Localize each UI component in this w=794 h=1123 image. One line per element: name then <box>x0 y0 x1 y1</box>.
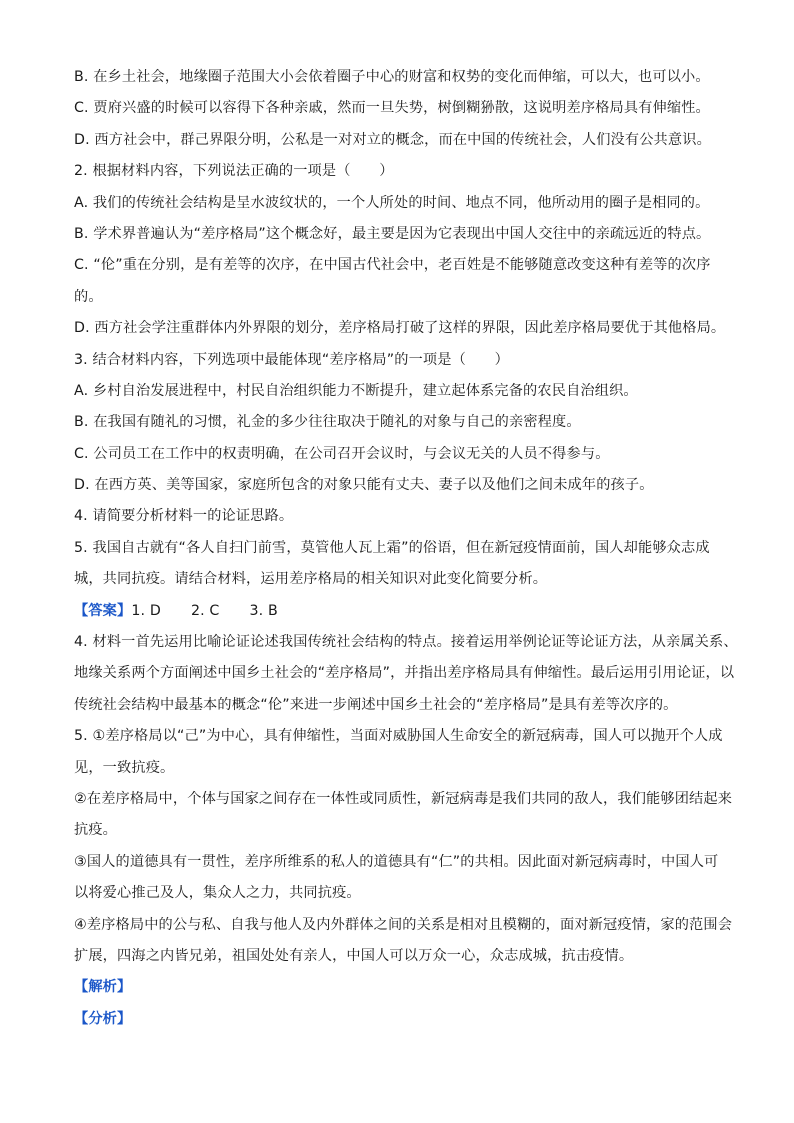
answer-item-2: 2. C <box>190 602 220 619</box>
answer-5-line4: 抗疫。 <box>74 822 118 839</box>
q1-option-c: C. 贾府兴盛的时候可以容得下各种亲戚，然而一旦失势，树倒糊狲散，这说明差序格局具有伸缩性。 <box>74 100 710 117</box>
answer-4-line3: 传统社会结构中最基本的概念“伦”来进一步阐述中国乡土社会的“差序格局”是具有差等次序的。 <box>74 696 678 713</box>
answer-5-line5: ③国人的道德具有一贯性，差序所维系的私人的道德具有“仁”的共相。因此面对新冠病毒时，中国人可 <box>74 853 719 870</box>
answer-5-line3: ②在差序格局中，个体与国家之间存在一体性或同质性，新冠病毒是我们共同的敌人，我们能够团结起来 <box>74 790 733 807</box>
q2-option-a: A. 我们的传统社会结构是呈水波纹状的，一个人所处的时间、地点不同，他所动用的圈子是相同的。 <box>74 194 710 211</box>
answer-5-line8: 扩展，四海之内皆兄弟，祖国处处有亲人，中国人可以万众一心，众志成城，抗击疫情。 <box>74 947 634 964</box>
analysis-heading <box>74 972 734 1003</box>
q3-option-d: D. 在西方英、美等国家，家庭所包含的对象只能有丈夫、妻子以及他们之间未成年的孩子。 <box>74 477 654 494</box>
question-3: 3. 结合材料内容，下列选项中最能体现“差序格局”的一项是（ ） <box>74 351 509 368</box>
question-5-line2: 城，共同抗疫。请结合材料，运用差序格局的相关知识对此变化简要分析。 <box>74 571 548 588</box>
fenxi-heading <box>74 1004 734 1035</box>
document-content <box>74 62 738 1035</box>
answer-5-line2: 见，一致抗疫。 <box>74 759 175 776</box>
answer-5-line1: 5. ①差序格局以“己”为中心，具有伸缩性，当面对威胁国人生命安全的新冠病毒，国人可以抛开个人成 <box>74 728 723 745</box>
q2-option-b: B. 学术界普遍认为“差序格局”这个概念好，最主要是因为它表现出中国人交往中的亲疏远近的特点。 <box>74 225 711 242</box>
analysis-tag: 【解析】 <box>74 979 132 996</box>
answer-row <box>74 596 734 627</box>
question-2: 2. 根据材料内容，下列说法正确的一项是（ ） <box>74 163 394 180</box>
question-5-line1: 5. 我国自古就有“各人自扫门前雪，莫管他人瓦上霜”的俗语，但在新冠疫情面前，国人却能够众志成 <box>74 539 710 556</box>
q2-option-c-line1: C. “伦”重在分别，是有差等的次序，在中国古代社会中，老百姓是不能够随意改变这种有差等的次序 <box>74 257 711 274</box>
q3-option-a: A. 乡村自治发展进程中，村民自治组织能力不断提升，建立起体系完备的农民自治组织。 <box>74 382 638 399</box>
q2-option-c-line2: 的。 <box>74 288 103 305</box>
q3-option-c: C. 公司员工在工作中的权责明确，在公司召开会议时，与会议无关的人员不得参与。 <box>74 445 610 462</box>
answer-item-3: 3. B <box>249 602 278 619</box>
answer-4-line2: 地缘关系两个方面阐述中国乡土社会的“差序格局”，并指出差序格局具有伸缩性。最后运用引用论证，以 <box>74 665 735 682</box>
q3-option-b: B. 在我国有随礼的习惯，礼金的多少往往取决于随礼的对象与自己的亲密程度。 <box>74 414 581 431</box>
answer-tag: 【答案】 <box>74 602 132 619</box>
answer-5-line6: 以将爱心推己及人，集众人之力，共同抗疫。 <box>74 885 361 902</box>
answer-4-line1: 4. 材料一首先运用比喻论证论述我国传统社会结构的特点。接着运用举例论证等论证方法，从亲属关系、 <box>74 634 738 651</box>
q1-option-b: B. 在乡土社会，地缘圈子范围大小会依着圈子中心的财富和权势的变化而伸缩，可以大，也可以小。 <box>74 69 710 85</box>
question-4: 4. 请简要分析材料一的论证思路。 <box>74 508 294 525</box>
q2-option-d: D. 西方社会学注重群体内外界限的划分，差序格局打破了这样的界限，因此差序格局要优于其他格局。 <box>74 320 726 337</box>
fenxi-tag: 【分析】 <box>74 1010 132 1027</box>
answer-item-1: 1. D <box>131 602 161 619</box>
q1-option-d: D. 西方社会中，群己界限分明，公私是一对对立的概念，而在中国的传统社会，人们没有公共意识。 <box>74 131 711 148</box>
answer-5-line7: ④差序格局中的公与私、自我与他人及内外群体之间的关系是相对且模糊的，面对新冠疫情，家的范围会 <box>74 916 733 933</box>
